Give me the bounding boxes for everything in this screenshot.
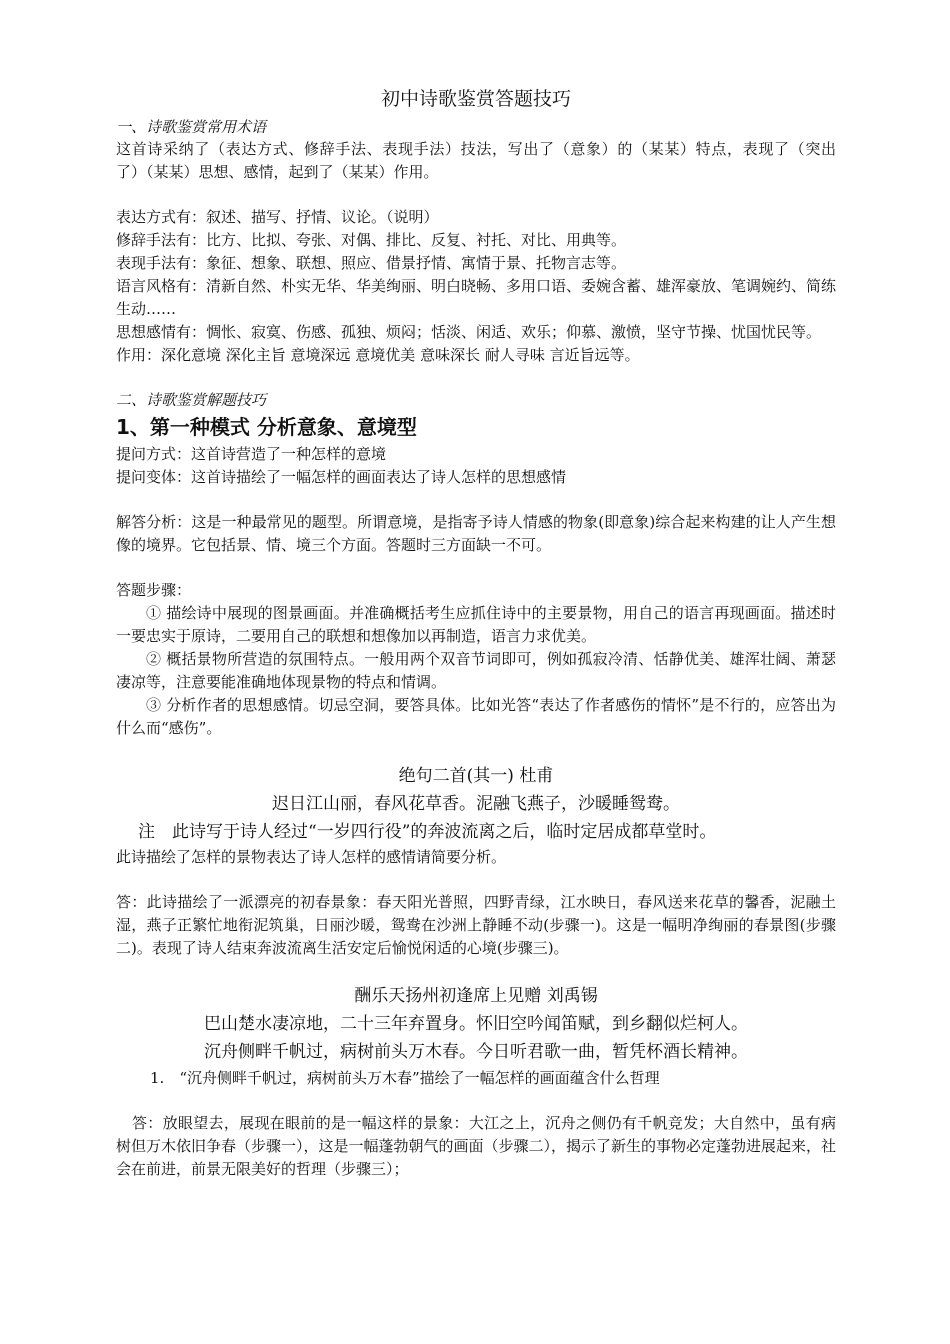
term-technique: 表现手法有：象征、想象、联想、照应、借景抒情、寓情于景、托物言志等。 <box>116 254 627 272</box>
term-rhetoric: 修辞手法有：比方、比拟、夸张、对偶、排比、反复、衬托、对比、用典等。 <box>116 231 627 249</box>
poem1-answer: 答：此诗描绘了一派漂亮的初春景象：春天阳光普照，四野青绿，江水映日，春风送来花草的馨香，泥融土湿，燕子正繁忙地衔泥筑巢，日丽沙暖，鸳鸯在沙洲上静睡不动(步骤一)。这是一幅明净绚丽的春景图(步骤二)。表现了诗人结束奔波流离生活安定后愉悦闲适的心境(步骤三)。 <box>116 893 836 957</box>
poem1-line: 迟日江山丽，春风花草香。泥融飞燕子，沙暖睡鸳鸯。 <box>272 794 680 814</box>
term-expression: 表达方式有：叙述、描写、抒情、议论。（说明） <box>116 208 439 226</box>
poem2-title: 酬乐天扬州初逢席上见赠 刘禹锡 <box>354 986 598 1006</box>
answer-template: 这首诗采纳了（表达方式、修辞手法、表现手法）技法，写出了（意象）的（某某）特点，表现了（突出了）（某某）思想、感情，起到了（某某）作用。 <box>116 140 836 181</box>
poem2-line: 沉舟侧畔千帆过，病树前头万木春。今日听君歌一曲，暂凭杯酒长精神。 <box>204 1042 748 1062</box>
ask-variant: 提问变体：这首诗描绘了一幅怎样的画面表达了诗人怎样的思想感情 <box>116 468 567 486</box>
step-item: ② 概括景物所营造的氛围特点。一般用两个双音节词即可，例如孤寂冷清、恬静优美、雄浑壮阔、萧瑟凄凉等，注意要能准确地体现景物的特点和情调。 <box>116 650 836 691</box>
section-heading-terms: 一、诗歌鉴赏常用术语 <box>116 118 267 136</box>
term-emotion: 思想感情有：惆怅、寂寞、伤感、孤独、烦闷；恬淡、闲适、欢乐；仰慕、激愤，坚守节操、忧国忧民等。 <box>116 323 822 341</box>
term-language-style: 语言风格有：清新自然、朴实无华、华美绚丽、明白晓畅、多用口语、委婉含蓄、雄浑豪放、笔调婉约、简练生动…… <box>116 277 837 318</box>
term-function: 作用：深化意境 深化主旨 意境深远 意境优美 意味深长 耐人寻味 言近旨远等。 <box>116 346 640 364</box>
poem1-question: 此诗描绘了怎样的景物表达了诗人怎样的感情请简要分析。 <box>116 848 507 866</box>
poem2-answer: 答：放眼望去，展现在眼前的是一幅这样的景象：大江之上，沉舟之侧仍有千帆竞发；大自然中，虽有病树但万木依旧争春（步骤一），这是一幅蓬勃朝气的画面（步骤二），揭示了新生的事物必定蓬勃进展起来，社会在前进，前景无限美好的哲理（步骤三）； <box>116 1114 837 1178</box>
poem2-question <box>116 1066 836 1090</box>
step-item: ③ 分析作者的思想感情。切忌空洞，要答具体。比如光答“表达了作者感伤的情怀”是不行的，应答出为什么而“感伤”。 <box>116 696 836 737</box>
question-number: 1. <box>150 1069 165 1087</box>
poem1-title: 绝句二首(其一) 杜甫 <box>398 766 554 786</box>
document-page <box>116 84 836 1181</box>
steps-label: 答题步骤： <box>116 581 192 599</box>
poem1-note: 注 此诗写于诗人经过“一岁四行役”的奔波流离之后，临时定居成都草堂时。 <box>138 822 717 842</box>
ask-way: 提问方式：这首诗营造了一种怎样的意境 <box>116 445 387 463</box>
page-title: 初中诗歌鉴赏答题技巧 <box>380 88 571 110</box>
step-item: ① 描绘诗中展现的图景画面。并准确概括考生应抓住诗中的主要景物，用自己的语言再现画面。描述时一要忠实于原诗，二要用自己的联想和想像加以再制造，语言力求优美。 <box>116 604 836 645</box>
question-text: “沉舟侧畔千帆过，病树前头万木春”描绘了一幅怎样的画面蕴含什么哲理 <box>179 1069 660 1087</box>
analysis: 解答分析：这是一种最常见的题型。所谓意境，是指寄予诗人情感的物象(即意象)综合起来构建的让人产生想像的境界。它包括景、情、境三个方面。答题时三方面缺一不可。 <box>116 513 836 554</box>
section-heading-techniques: 二、诗歌鉴赏解题技巧 <box>116 391 267 409</box>
mode-title: 1、第一种模式 分析意象、意境型 <box>116 415 417 439</box>
poem2-line: 巴山楚水凄凉地，二十三年弃置身。怀旧空吟闻笛赋，到乡翻似烂柯人。 <box>204 1014 748 1034</box>
